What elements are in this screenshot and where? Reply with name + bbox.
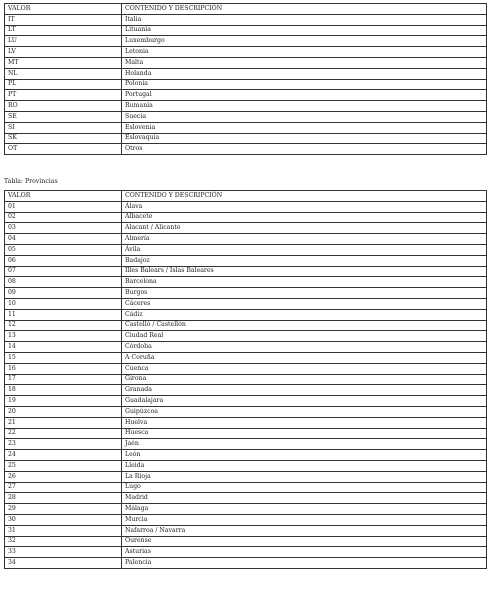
table-row	[5, 374, 487, 385]
cell-valor: 28	[5, 493, 122, 504]
cell-descripcion: Lugo	[122, 482, 487, 493]
cell-valor: 14	[5, 342, 122, 353]
table-row	[5, 547, 487, 558]
cell-descripcion: Rumanía	[122, 101, 487, 112]
cell-descripcion: Ourense	[122, 536, 487, 547]
table-row	[5, 450, 487, 461]
table-row	[5, 201, 487, 212]
table-row	[5, 223, 487, 234]
table-row	[5, 417, 487, 428]
column-header-descripcion: CONTENIDO Y DESCRIPCIÓN	[122, 4, 487, 15]
table-row	[5, 133, 487, 144]
table-header-row	[5, 4, 487, 15]
cell-valor: 21	[5, 417, 122, 428]
cell-descripcion: Jaén	[122, 439, 487, 450]
column-header-descripcion: CONTENIDO Y DESCRIPCIÓN	[122, 191, 487, 202]
cell-descripcion: Huesca	[122, 428, 487, 439]
table-row	[5, 320, 487, 331]
cell-descripcion: Huelva	[122, 417, 487, 428]
cell-descripcion: La Rioja	[122, 471, 487, 482]
table-row	[5, 266, 487, 277]
cell-descripcion: Córdoba	[122, 342, 487, 353]
table-row	[5, 14, 487, 25]
cell-descripcion: Cádiz	[122, 309, 487, 320]
cell-descripcion: Polonia	[122, 79, 487, 90]
table-header-row	[5, 191, 487, 202]
table-row	[5, 428, 487, 439]
cell-descripcion: León	[122, 450, 487, 461]
cell-descripcion: Murcia	[122, 514, 487, 525]
table-row	[5, 101, 487, 112]
cell-valor: OT	[5, 144, 122, 155]
cell-descripcion: Holanda	[122, 68, 487, 79]
table-row	[5, 122, 487, 133]
table-row	[5, 439, 487, 450]
cell-valor: 02	[5, 212, 122, 223]
provincias-table-body	[5, 201, 487, 568]
cell-valor: 19	[5, 396, 122, 407]
cell-descripcion: Barcelona	[122, 277, 487, 288]
cell-descripcion: Suecia	[122, 111, 487, 122]
cell-valor: 29	[5, 504, 122, 515]
cell-valor: 27	[5, 482, 122, 493]
cell-valor: 09	[5, 288, 122, 299]
table-row	[5, 90, 487, 101]
cell-valor: 17	[5, 374, 122, 385]
cell-descripcion: Alacant / Alicante	[122, 223, 487, 234]
cell-descripcion: A Coruña	[122, 352, 487, 363]
cell-descripcion: Almería	[122, 234, 487, 245]
cell-valor: LU	[5, 36, 122, 47]
cell-descripcion: Italia	[122, 14, 487, 25]
table-row	[5, 525, 487, 536]
cell-descripcion: Granada	[122, 385, 487, 396]
table-row	[5, 36, 487, 47]
table-row	[5, 79, 487, 90]
column-header-valor: VALOR	[5, 191, 122, 202]
table-row	[5, 396, 487, 407]
cell-valor: 33	[5, 547, 122, 558]
cell-descripcion: Letonia	[122, 47, 487, 58]
table-row	[5, 558, 487, 569]
table-row	[5, 536, 487, 547]
cell-valor: 01	[5, 201, 122, 212]
cell-descripcion: Castelló / Castellón	[122, 320, 487, 331]
table-row	[5, 460, 487, 471]
cell-descripcion: Lleida	[122, 460, 487, 471]
cell-descripcion: Illes Balears / Islas Baleares	[122, 266, 487, 277]
cell-valor: 06	[5, 255, 122, 266]
cell-descripcion: Girona	[122, 374, 487, 385]
cell-descripcion: Albacete	[122, 212, 487, 223]
cell-valor: PL	[5, 79, 122, 90]
table-row	[5, 144, 487, 155]
cell-valor: 08	[5, 277, 122, 288]
cell-valor: 23	[5, 439, 122, 450]
table-row	[5, 482, 487, 493]
cell-descripcion: Guadalajara	[122, 396, 487, 407]
table-row	[5, 57, 487, 68]
cell-valor: SE	[5, 111, 122, 122]
cell-descripcion: Lituania	[122, 25, 487, 36]
cell-descripcion: Asturias	[122, 547, 487, 558]
cell-descripcion: Badajoz	[122, 255, 487, 266]
table-row	[5, 68, 487, 79]
cell-valor: IT	[5, 14, 122, 25]
cell-valor: 05	[5, 244, 122, 255]
cell-descripcion: Portugal	[122, 90, 487, 101]
table-row	[5, 25, 487, 36]
cell-descripcion: Otros	[122, 144, 487, 155]
cell-valor: 30	[5, 514, 122, 525]
cell-descripcion: Palencia	[122, 558, 487, 569]
table-row	[5, 298, 487, 309]
cell-descripcion: Cáceres	[122, 298, 487, 309]
cell-valor: 26	[5, 471, 122, 482]
cell-valor: 10	[5, 298, 122, 309]
column-header-valor: VALOR	[5, 4, 122, 15]
table-row	[5, 234, 487, 245]
cell-valor: RO	[5, 101, 122, 112]
cell-descripcion: Álava	[122, 201, 487, 212]
table-row	[5, 244, 487, 255]
table-row	[5, 288, 487, 299]
cell-descripcion: Guipúzcoa	[122, 406, 487, 417]
table-row	[5, 331, 487, 342]
cell-descripcion: Malta	[122, 57, 487, 68]
table-row	[5, 111, 487, 122]
table-row	[5, 277, 487, 288]
cell-descripcion: Ávila	[122, 244, 487, 255]
table-row	[5, 309, 487, 320]
table-row	[5, 504, 487, 515]
provincias-caption: Tabla: Provincias	[4, 178, 58, 185]
table-row	[5, 352, 487, 363]
cell-descripcion: Nafarroa / Navarra	[122, 525, 487, 536]
cell-valor: 25	[5, 460, 122, 471]
cell-valor: LV	[5, 47, 122, 58]
cell-valor: NL	[5, 68, 122, 79]
cell-valor: LT	[5, 25, 122, 36]
cell-valor: 34	[5, 558, 122, 569]
cell-valor: 31	[5, 525, 122, 536]
cell-valor: 22	[5, 428, 122, 439]
paises-table-body	[5, 14, 487, 154]
table-row	[5, 47, 487, 58]
table-row	[5, 406, 487, 417]
cell-valor: MT	[5, 57, 122, 68]
cell-valor: SK	[5, 133, 122, 144]
cell-valor: 12	[5, 320, 122, 331]
cell-descripcion: Eslovaquia	[122, 133, 487, 144]
table-row	[5, 255, 487, 266]
cell-descripcion: Málaga	[122, 504, 487, 515]
paises-table	[4, 3, 487, 155]
cell-valor: SI	[5, 122, 122, 133]
cell-descripcion: Eslovenia	[122, 122, 487, 133]
table-row	[5, 514, 487, 525]
cell-descripcion: Madrid	[122, 493, 487, 504]
table-row	[5, 493, 487, 504]
cell-valor: 18	[5, 385, 122, 396]
cell-descripcion: Luxemburgo	[122, 36, 487, 47]
cell-valor: 07	[5, 266, 122, 277]
table-row	[5, 342, 487, 353]
cell-valor: 04	[5, 234, 122, 245]
cell-valor: 32	[5, 536, 122, 547]
cell-valor: 24	[5, 450, 122, 461]
table-row	[5, 363, 487, 374]
table-row	[5, 471, 487, 482]
cell-valor: PT	[5, 90, 122, 101]
cell-valor: 13	[5, 331, 122, 342]
cell-valor: 11	[5, 309, 122, 320]
cell-descripcion: Burgos	[122, 288, 487, 299]
table-row	[5, 212, 487, 223]
cell-descripcion: Ciudad Real	[122, 331, 487, 342]
cell-valor: 15	[5, 352, 122, 363]
cell-descripcion: Cuenca	[122, 363, 487, 374]
provincias-table	[4, 190, 487, 569]
table-row	[5, 385, 487, 396]
cell-valor: 20	[5, 406, 122, 417]
cell-valor: 03	[5, 223, 122, 234]
cell-valor: 16	[5, 363, 122, 374]
